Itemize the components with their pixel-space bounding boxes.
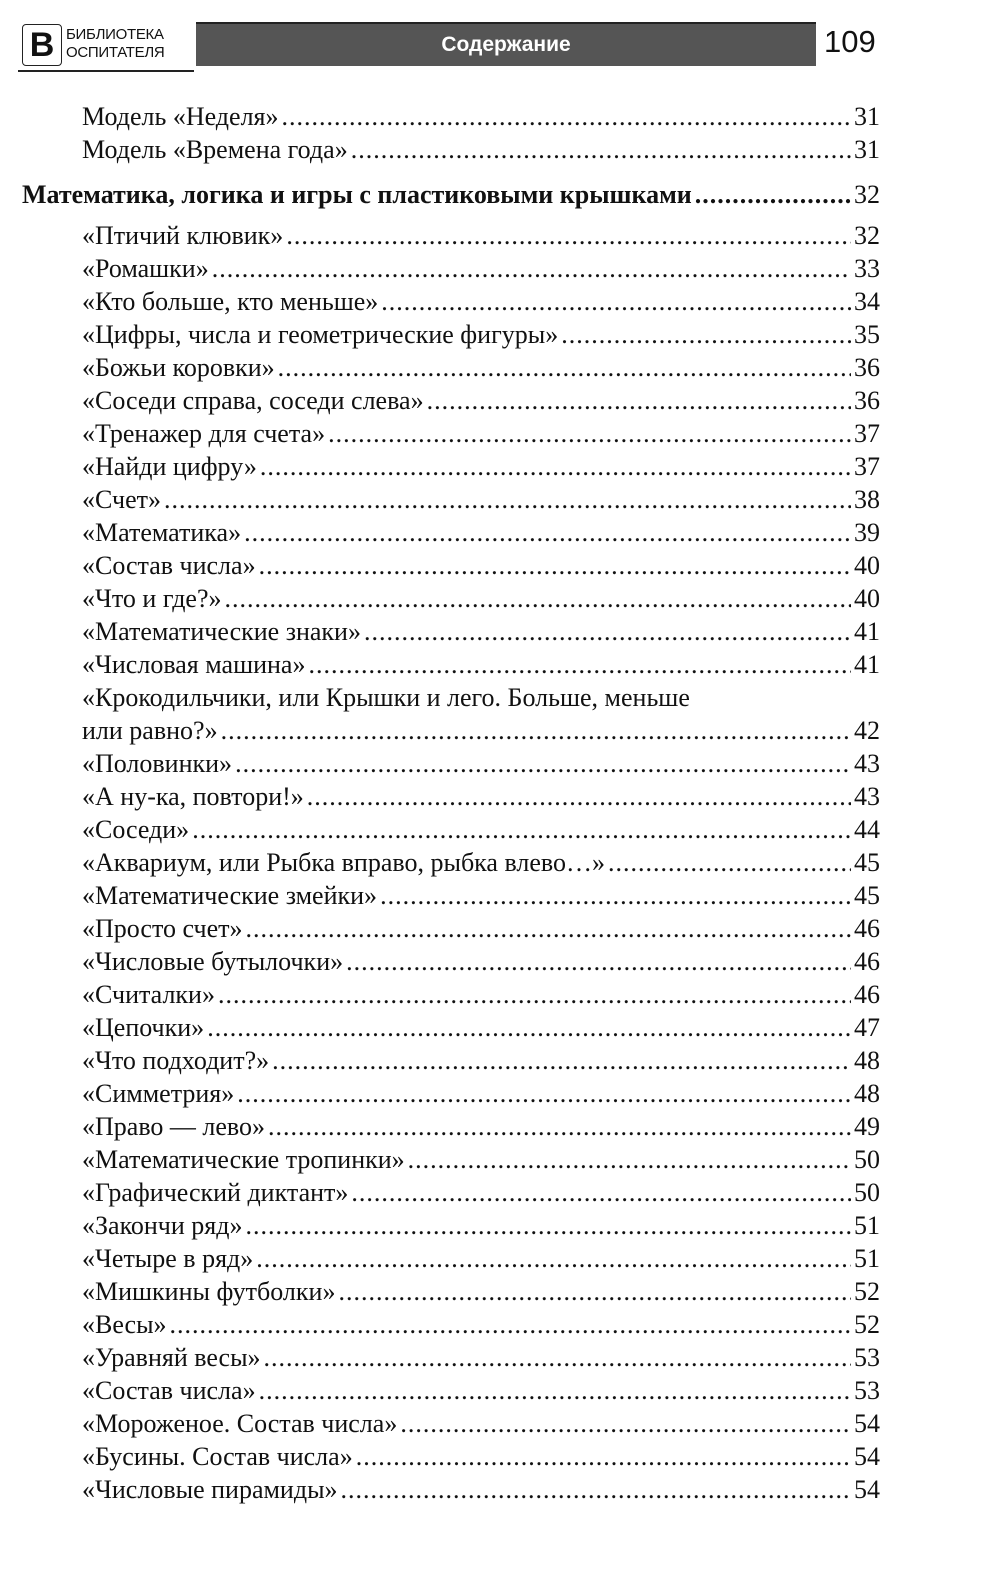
toc-entry-page: 33 <box>854 254 880 283</box>
toc-entry-page: 51 <box>854 1244 880 1273</box>
series-logo <box>18 22 194 72</box>
dot-leader <box>286 219 851 252</box>
dot-leader <box>212 252 851 285</box>
toc-entry <box>82 549 880 582</box>
toc-entry <box>82 417 880 450</box>
toc-entry-page: 54 <box>854 1475 880 1504</box>
dot-leader <box>244 516 851 549</box>
toc-entry-title: «Состав числа» <box>82 1376 256 1405</box>
dot-leader <box>192 813 851 846</box>
toc-entry <box>82 1275 880 1308</box>
toc-entry-page: 50 <box>854 1178 880 1207</box>
toc-entry-page: 39 <box>854 518 880 547</box>
toc-entry <box>82 1044 880 1077</box>
toc-entry <box>82 615 880 648</box>
dot-leader <box>307 780 851 813</box>
toc-entry-page: 47 <box>854 1013 880 1042</box>
dot-leader <box>225 582 851 615</box>
logo-line-1: БИБЛИОТЕКА <box>66 26 164 43</box>
logo-letter: В <box>22 24 62 66</box>
toc-entry-title: «Симметрия» <box>82 1079 235 1108</box>
toc-entry-page: 32 <box>854 180 880 209</box>
toc-entry-title: «Числовые пирамиды» <box>82 1475 338 1504</box>
dot-leader <box>259 549 851 582</box>
toc-entry-page: 35 <box>854 320 880 349</box>
toc-entry <box>82 714 880 747</box>
toc-entry-title: «Соседи» <box>82 815 190 844</box>
toc-entry-page: 46 <box>854 947 880 976</box>
toc-entry-page: 43 <box>854 782 880 811</box>
toc-entry <box>82 1473 880 1506</box>
toc-entry-title: «Тренажер для счета» <box>82 419 326 448</box>
dot-leader <box>245 1209 851 1242</box>
toc-entry <box>82 1440 880 1473</box>
toc-entry-title: «Соседи справа, соседи слева» <box>82 386 424 415</box>
dot-leader <box>356 1440 851 1473</box>
toc-entry <box>82 846 880 879</box>
toc-entry-title: «Мишкины футболки» <box>82 1277 336 1306</box>
dot-leader <box>351 133 851 166</box>
dot-leader <box>308 648 851 681</box>
dot-leader <box>278 351 851 384</box>
toc-entry-title: «Птичий клювик» <box>82 221 284 250</box>
toc-entry <box>82 483 880 516</box>
toc-entry-title: «Закончи ряд» <box>82 1211 243 1240</box>
toc-entry <box>82 450 880 483</box>
dot-leader <box>268 1110 851 1143</box>
toc-entry-title: «А ну-ка, повтори!» <box>82 782 304 811</box>
toc-entry-page: 40 <box>854 551 880 580</box>
toc-entry-page: 48 <box>854 1046 880 1075</box>
dot-leader <box>427 384 851 417</box>
toc-entry-title: «Математические змейки» <box>82 881 378 910</box>
dot-leader <box>164 483 851 516</box>
dot-leader <box>380 879 851 912</box>
toc-entry-page: 54 <box>854 1409 880 1438</box>
table-of-contents <box>0 100 1000 1506</box>
dot-leader <box>561 318 851 351</box>
toc-section-heading <box>22 178 880 211</box>
toc-entry <box>82 1407 880 1440</box>
toc-entry-page: 34 <box>854 287 880 316</box>
toc-entry-page: 45 <box>854 848 880 877</box>
toc-entry-page: 53 <box>854 1343 880 1372</box>
toc-entry-page: 42 <box>854 716 880 745</box>
toc-entry <box>82 1374 880 1407</box>
dot-leader <box>364 615 851 648</box>
logo-text <box>66 26 164 62</box>
toc-entry <box>82 1209 880 1242</box>
toc-entry-title: «Математические тропинки» <box>82 1145 405 1174</box>
dot-leader <box>235 747 851 780</box>
toc-entry-page: 38 <box>854 485 880 514</box>
toc-entry <box>82 1176 880 1209</box>
toc-entry-title: Математика, логика и игры с пластиковыми крышками <box>22 180 692 209</box>
toc-entry-page: 31 <box>854 135 880 164</box>
section-title: Содержание <box>196 22 816 66</box>
toc-entry-title-line: «Крокодильчики, или Крышки и лего. Больше, меньше <box>82 683 690 712</box>
toc-entry-title: Модель «Неделя» <box>82 102 279 131</box>
dot-leader <box>218 978 851 1011</box>
toc-entry-page: 43 <box>854 749 880 778</box>
toc-entry-title: «Считалки» <box>82 980 215 1009</box>
toc-entry-page: 44 <box>854 815 880 844</box>
toc-entry <box>82 285 880 318</box>
dot-leader <box>408 1143 851 1176</box>
toc-entry-page: 54 <box>854 1442 880 1471</box>
toc-entry-title: «Мороженое. Состав числа» <box>82 1409 398 1438</box>
toc-entry <box>82 1110 880 1143</box>
toc-entry-title: «Божьи коровки» <box>82 353 275 382</box>
toc-entry <box>82 813 880 846</box>
dot-leader <box>381 285 851 318</box>
toc-entry <box>82 747 880 780</box>
toc-entry-title: «Половинки» <box>82 749 233 778</box>
toc-entry-title: «Графический диктант» <box>82 1178 349 1207</box>
toc-entry <box>82 516 880 549</box>
toc-entry <box>82 351 880 384</box>
toc-entry-page: 40 <box>854 584 880 613</box>
dot-leader <box>608 846 851 879</box>
dot-leader <box>237 1077 851 1110</box>
dot-leader <box>400 1407 851 1440</box>
toc-entry-title: «Право — лево» <box>82 1112 266 1141</box>
dot-leader <box>245 912 851 945</box>
dot-leader <box>256 1242 851 1275</box>
toc-entry-title: «Математические знаки» <box>82 617 361 646</box>
dot-leader <box>207 1011 851 1044</box>
toc-entry <box>82 318 880 351</box>
toc-entry <box>82 1341 880 1374</box>
toc-entry-page: 41 <box>854 617 880 646</box>
toc-entry-page: 48 <box>854 1079 880 1108</box>
toc-entry <box>82 252 880 285</box>
toc-entry-page: 31 <box>854 102 880 131</box>
toc-entry-title: «Просто счет» <box>82 914 243 943</box>
toc-entry <box>82 100 880 133</box>
toc-entry-title: «Найди цифру» <box>82 452 257 481</box>
dot-leader <box>341 1473 851 1506</box>
toc-entry <box>82 945 880 978</box>
toc-entry-page: 46 <box>854 914 880 943</box>
toc-entry-page: 52 <box>854 1310 880 1339</box>
dot-leader <box>346 945 851 978</box>
toc-entry <box>82 648 880 681</box>
toc-entry-title: Модель «Времена года» <box>82 135 348 164</box>
toc-entry-page: 46 <box>854 980 880 1009</box>
toc-entry-title: «Счет» <box>82 485 161 514</box>
toc-entry-title: «Четыре в ряд» <box>82 1244 254 1273</box>
toc-entry-title: «Цифры, числа и геометрические фигуры» <box>82 320 559 349</box>
toc-entry-page: 49 <box>854 1112 880 1141</box>
toc-entry-title: или равно?» <box>82 716 218 745</box>
page-number: 109 <box>824 24 876 59</box>
toc-entry <box>82 582 880 615</box>
toc-entry-title: «Ромашки» <box>82 254 209 283</box>
toc-entry-page: 50 <box>854 1145 880 1174</box>
toc-entry-title: «Аквариум, или Рыбка вправо, рыбка влево…» <box>82 848 605 877</box>
toc-entry-title: «Бусины. Состав числа» <box>82 1442 353 1471</box>
dot-leader <box>170 1308 851 1341</box>
toc-entry-title: «Что и где?» <box>82 584 222 613</box>
dot-leader <box>351 1176 851 1209</box>
toc-entry-page: 37 <box>854 419 880 448</box>
dot-leader <box>328 417 851 450</box>
toc-entry <box>82 1011 880 1044</box>
toc-entry <box>82 1077 880 1110</box>
toc-entry-title: «Что подходит?» <box>82 1046 270 1075</box>
toc-entry <box>82 912 880 945</box>
toc-entry <box>82 978 880 1011</box>
toc-entry-title: «Числовые бутылочки» <box>82 947 344 976</box>
toc-entry-title: «Кто больше, кто меньше» <box>82 287 379 316</box>
dot-leader <box>338 1275 851 1308</box>
dot-leader <box>221 714 851 747</box>
dot-leader <box>695 178 851 211</box>
toc-entry-page: 36 <box>854 386 880 415</box>
toc-entry-title: «Весы» <box>82 1310 167 1339</box>
dot-leader <box>264 1341 851 1374</box>
dot-leader <box>282 100 852 133</box>
toc-entry <box>82 384 880 417</box>
toc-entry-title: «Уравняй весы» <box>82 1343 261 1372</box>
toc-entry-page: 51 <box>854 1211 880 1240</box>
dot-leader <box>260 450 851 483</box>
running-header <box>18 22 890 68</box>
toc-entry-page: 37 <box>854 452 880 481</box>
toc-entry <box>82 879 880 912</box>
toc-entry-page: 36 <box>854 353 880 382</box>
toc-entry-page: 53 <box>854 1376 880 1405</box>
toc-entry-page: 52 <box>854 1277 880 1306</box>
toc-entry <box>82 133 880 166</box>
toc-entry-title: «Цепочки» <box>82 1013 205 1042</box>
toc-entry <box>82 219 880 252</box>
toc-entry-page: 45 <box>854 881 880 910</box>
dot-leader <box>272 1044 851 1077</box>
toc-entry-title: «Математика» <box>82 518 242 547</box>
toc-entry <box>82 780 880 813</box>
toc-entry-page: 32 <box>854 221 880 250</box>
toc-entry-title: «Числовая машина» <box>82 650 306 679</box>
toc-entry <box>82 1143 880 1176</box>
toc-entry <box>82 1242 880 1275</box>
toc-entry-title: «Состав числа» <box>82 551 256 580</box>
logo-line-2: ОСПИТАТЕЛЯ <box>66 44 165 61</box>
toc-entry <box>82 1308 880 1341</box>
toc-entry-page: 41 <box>854 650 880 679</box>
dot-leader <box>259 1374 851 1407</box>
